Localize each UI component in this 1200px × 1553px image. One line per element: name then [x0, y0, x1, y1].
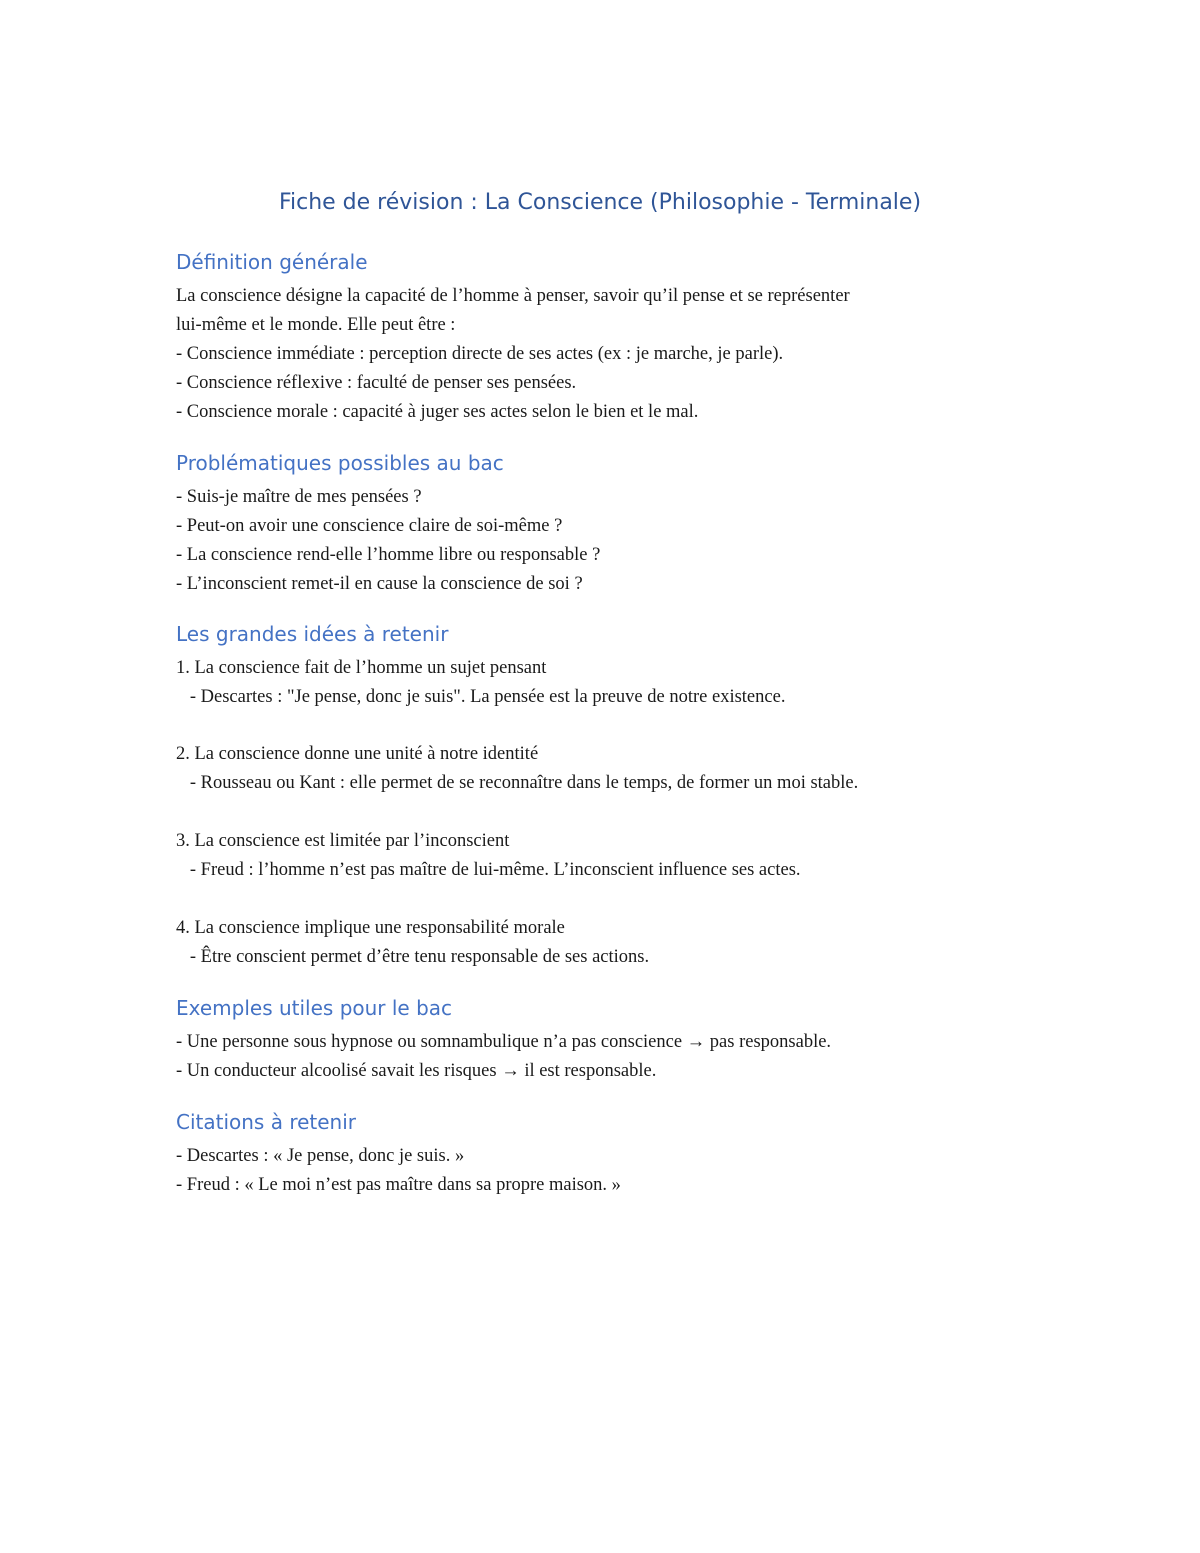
definition-line: - Conscience morale : capacité à juger ses actes selon le bien et le mal. — [176, 402, 699, 422]
section-heading-problematiques: Problématiques possibles au bac — [176, 451, 504, 475]
exemple-line: - Un conducteur alcoolisé savait les risques → il est responsable. — [176, 1061, 657, 1081]
definition-line: lui-même et le monde. Elle peut être : — [176, 315, 456, 335]
idee-detail-line: - Être conscient permet d’être tenu responsable de ses actions. — [176, 947, 650, 967]
section-heading-citations: Citations à retenir — [176, 1110, 357, 1134]
exemple-line: - Une personne sous hypnose ou somnambulique n’a pas conscience → pas responsable. — [176, 1032, 832, 1052]
idee-line: 2. La conscience donne une unité à notre identité — [176, 744, 539, 764]
citation-line: - Descartes : « Je pense, donc je suis. » — [176, 1146, 465, 1166]
idee-detail-line: - Freud : l’homme n’est pas maître de lui-même. L’inconscient influence ses actes. — [176, 860, 801, 880]
idee-line: 1. La conscience fait de l’homme un sujet pensant — [176, 658, 547, 678]
section-heading-exemples: Exemples utiles pour le bac — [176, 996, 453, 1020]
idee-detail-line: - Rousseau ou Kant : elle permet de se reconnaître dans le temps, de former un moi stable. — [176, 773, 859, 793]
idee-line: 3. La conscience est limitée par l’inconscient — [176, 831, 510, 851]
problematique-line: - Suis-je maître de mes pensées ? — [176, 487, 422, 507]
definition-line: - Conscience réflexive : faculté de penser ses pensées. — [176, 373, 577, 393]
document-title: Fiche de révision : La Conscience (Philosophie - Terminale) — [278, 190, 922, 215]
problematique-line: - L’inconscient remet-il en cause la conscience de soi ? — [176, 574, 583, 594]
problematique-line: - La conscience rend-elle l’homme libre ou responsable ? — [176, 545, 601, 565]
definition-line: - Conscience immédiate : perception directe de ses actes (ex : je marche, je parle). — [176, 344, 784, 364]
section-heading-idees: Les grandes idées à retenir — [176, 622, 449, 646]
idee-line: 4. La conscience implique une responsabilité morale — [176, 918, 565, 938]
section-heading-definition: Définition générale — [176, 250, 368, 274]
citation-line: - Freud : « Le moi n’est pas maître dans sa propre maison. » — [176, 1175, 621, 1195]
problematique-line: - Peut-on avoir une conscience claire de soi-même ? — [176, 516, 563, 536]
definition-line: La conscience désigne la capacité de l’homme à penser, savoir qu’il pense et se représenter — [176, 286, 850, 306]
idee-detail-line: - Descartes : "Je pense, donc je suis". La pensée est la preuve de notre existence. — [176, 687, 786, 707]
